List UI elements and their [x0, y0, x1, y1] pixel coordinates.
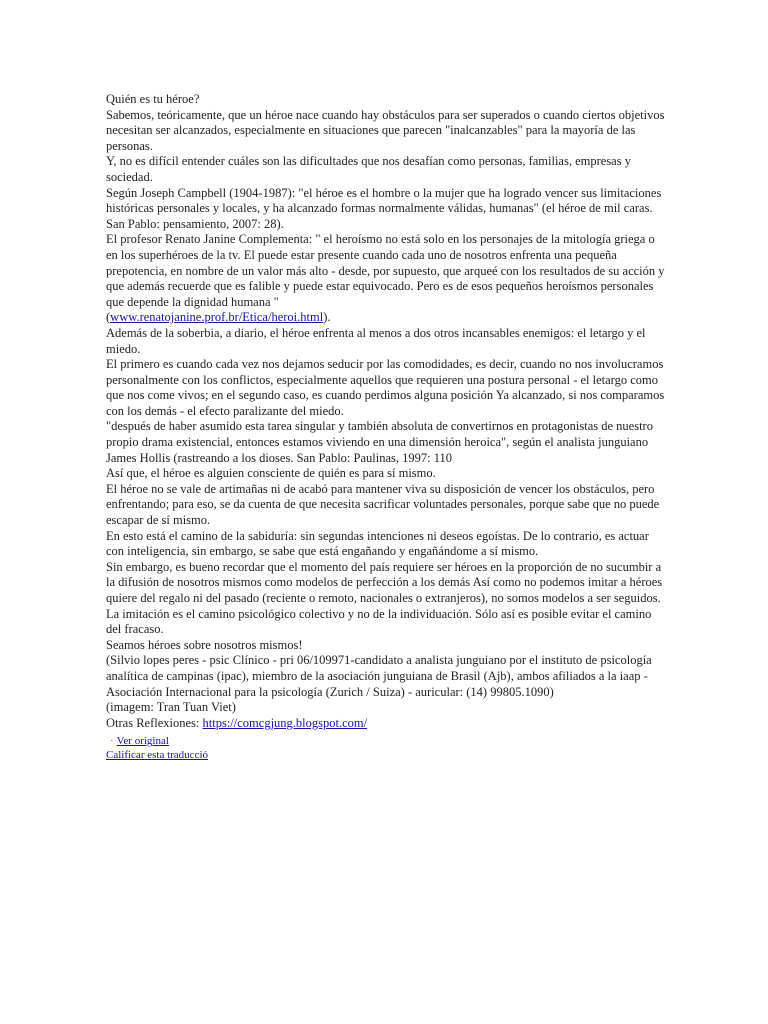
paragraph-6: El primero es cuando cada vez nos dejamos seducir por las comodidades, es decir, cuando no nos involucramos personalmente con los conflictos, especialmente aquellos que requieren una postura personal - el letargo como que nos come vivos; en el segundo caso, es cuando perdimos alguna posición Ya alcanzado, si nos comparamos con los demás - el efecto paralizante del miedo.: [106, 357, 665, 418]
paragraph-1: Sabemos, teóricamente, que un héroe nace cuando hay obstáculos para ser superados o cuando ciertos objetivos necesitan ser alcanzados, especialmente en situaciones que parecen "inalcanzables" para la mayoría de las personas.: [106, 107, 665, 153]
separator-dot: ·: [110, 735, 114, 748]
paragraph-13: (Silvio lopes peres - psic Clínico - pri 06/109971-candidato a analista junguiano por el instituto de psicología analítica de campinas (ipac), miembro de la asociación junguiana de Brasil (Ajb), ambos afiliados a la iaap - Asociación Internacional para la psicología (Zurich / Suiza) - auricular: (14) 99805.1090): [106, 653, 652, 699]
paragraph-15: [106, 716, 666, 732]
translation-footer: [106, 735, 666, 762]
paragraph-3: Según Joseph Campbell (1904-1987): "el héroe es el hombre o la mujer que ha logrado vencer sus limitaciones históricas personales y locales, y ha alcanzado formas normalmente válidas, humanas" (el héroe de mil caras. San Pablo: pensamiento, 2007: 28).: [106, 185, 662, 231]
document-title: Quién es tu héroe?: [106, 92, 200, 106]
reflections-label: Otras Reflexiones:: [106, 715, 203, 730]
paragraph-12: Seamos héroes sobre nosotros mismos!: [106, 637, 303, 652]
view-original-link[interactable]: Ver original: [116, 735, 169, 748]
link-open-paren: (: [106, 310, 111, 325]
view-original-row: [106, 735, 666, 749]
rate-translation-link[interactable]: Calificar esta traducció: [106, 748, 209, 761]
blog-link[interactable]: https://comcgjung.blogspot.com/: [202, 715, 368, 730]
renatojanine-link[interactable]: www.renatojanine.prof.br/Etica/heroi.html: [110, 310, 324, 325]
paragraph-14: (imagem: Tran Tuan Viet): [106, 700, 236, 715]
link-close-paren: ).: [323, 310, 331, 325]
document-body: [106, 92, 666, 763]
paragraph-4: El profesor Renato Janine Complementa: " el heroísmo no está solo en los personajes de la mitología griega o en los superhéroes de la tv. El puede estar presente cuando cada uno de nosotros enfrenta una pequeña prepotencia, en nombre de un valor más alto - desde, por supuesto, que arqueé con los resultados de su acción y que además recuerde que es falible y puede estar equivocado. Pero es de esos pequeños heroísmos personales que depende la dignidad humana ": [106, 232, 665, 309]
paragraph-9: El héroe no se vale de artimañas ni de acabó para mantener viva su disposición de vencer los obstáculos, pero enfrentando; para eso, se da cuenta de que necesita sacrificar voluntades personales, porque sabe que no puede escapar de sí mismo.: [106, 481, 660, 528]
paragraph-7: "después de haber asumido esta tarea singular y también absoluta de convertirnos en protagonistas de nuestro propio drama existencial, entonces estamos viviendo en una dimensión heroica", según el analista junguiano James Hollis (rastreando a los dioses. San Pablo: Paulinas, 1997: 110: [106, 419, 653, 465]
rate-translation-row: [106, 749, 666, 763]
paragraph-10: En esto está el camino de la sabiduría: sin segundas intenciones ni deseos egoístas. De lo contrario, es actuar con inteligencia, sin embargo, se sabe que está engañando y engañándome a sí mismo.: [106, 528, 649, 559]
paragraph-4-link-line: [106, 310, 666, 326]
paragraph-8: Así que, el héroe es alguien consciente de quién es para sí mismo.: [106, 466, 436, 481]
paragraph-2: Y, no es difícil entender cuáles son las dificultades que nos desafían como personas, familias, empresas y sociedad.: [106, 154, 631, 184]
paragraph-5: Además de la soberbia, a diario, el héroe enfrenta al menos a dos otros incansables enemigos: el letargo y el miedo.: [106, 325, 646, 356]
paragraph-11: Sin embargo, es bueno recordar que el momento del país requiere ser héroes en la proporción de no sucumbir a la difusión de nosotros mismos como modelos de perfección a los demás Así como no podemos imitar a héroes quiere del regalo ni del pasado (reciente o remoto, nacionales o extranjeros), no somos modelos a ser seguidos. La imitación es el camino psicológico colectivo y no de la individuación. Sólo así es posible evitar el camino del fracaso.: [106, 559, 663, 637]
